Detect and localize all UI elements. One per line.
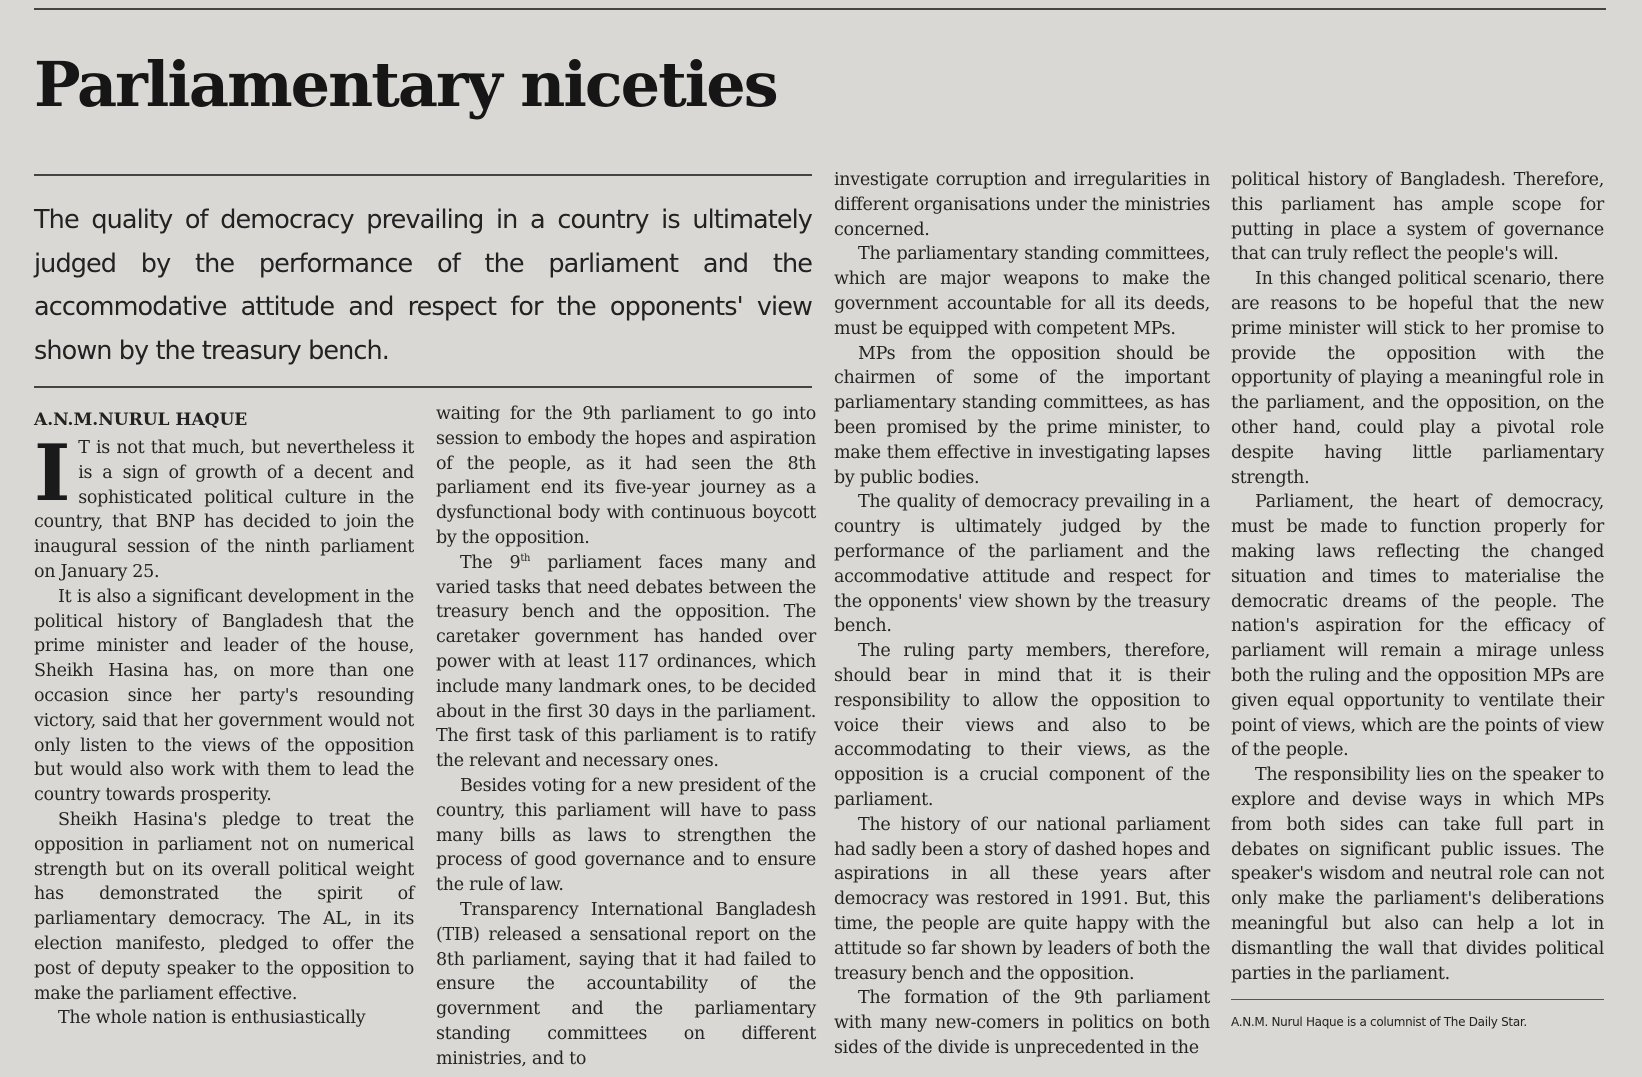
author-note: A.N.M. Nurul Haque is a columnist of The Daily Star. xyxy=(1231,1015,1527,1030)
article-paragraph: The history of our national parliament had sadly been a story of dashed hopes and aspirations in all these years after democracy was restored in 1991. But, this time, the people are quite happy with the attitude so far shown by leaders of both the treasury bench and the opposition. xyxy=(834,814,1210,984)
article-paragraph: political history of Bangladesh. Therefore, this parliament has ample scope for putting in place a system of governance that can truly reflect the people's will. xyxy=(1231,170,1604,265)
article-paragraph: The whole nation is enthusiastically xyxy=(58,1008,366,1029)
headline: Parliamentary niceties xyxy=(34,48,777,121)
author-note-rule xyxy=(1231,999,1604,1000)
article-column-2 xyxy=(436,402,816,1072)
article-column-4 xyxy=(1231,168,1604,1035)
article-paragraph: Sheikh Hasina's pledge to treat the opposition in parliament not on numerical strength but on its overall political weight has demonstrated the spirit of parliamentary democracy. The AL, in its election manifesto, pledged to offer the post of deputy speaker to the opposition to make the parliament effective. xyxy=(34,809,414,1004)
byline: A.N.M.NURUL HAQUE xyxy=(34,410,248,430)
deck-rule-bottom xyxy=(34,386,812,388)
article-paragraph: The quality of democracy prevailing in a country is ultimately judged by the performance of the parliament and the accommodative attitude and respect for the opponents' view shown by the treasury bench. xyxy=(834,492,1210,637)
drop-cap: I xyxy=(34,428,71,519)
deck-rule-top xyxy=(34,174,812,176)
article-paragraph: The 9th parliament faces many and varied tasks that need debates between the treasury bench and the opposition. The caretaker government has handed over power with at least 117 ordinances, which include many landmark ones, to be decided about in the first 30 days in the parliament. The first task of this parliament is to ratify the relevant and necessary ones. xyxy=(436,552,816,772)
article-paragraph: Transparency International Bangladesh (TIB) released a sensational report on the 8th parliament, saying that it had failed to ensure the accountability of the government and the parliamentary standing committees on different ministries, and to xyxy=(436,899,816,1069)
article-paragraph: MPs from the opposition should be chairmen of some of the important parliamentary standing committees, as has been promised by the prime minister, to make them effective in investigating lapses by public bodies. xyxy=(834,343,1210,488)
deck: The quality of democracy prevailing in a country is ultimately judged by the performance of the parliament and the accommodative attitude and respect for the opponents' view shown by the treasury bench. xyxy=(34,205,812,366)
article-paragraph: I T is not that much, but nevertheless it is a sign of growth of a decent and sophisticated political culture in the country, that BNP has decided to join the inaugural session of the ninth parliament on January 25. xyxy=(34,428,414,582)
article-paragraph: Besides voting for a new president of the country, this parliament will have to pass many bills as laws to strengthen the process of good governance and to ensure the rule of law. xyxy=(436,775,816,896)
top-rule xyxy=(34,8,1606,10)
article-paragraph: The responsibility lies on the speaker to explore and devise ways in which MPs from both sides can take full part in debates on significant public issues. The speaker's wisdom and neutral role can not only make the parliament's deliberations meaningful but also can help a lot in dismantling the wall that divides political parties in the parliament. xyxy=(1231,765,1604,984)
article-paragraph: It is also a significant development in the political history of Bangladesh that the prime minister and leader of the house, Sheikh Hasina has, on more than one occasion since her party's resounding victory, said that her government would not only listen to the views of the opposition but would also work with them to lead the country towards prosperity. xyxy=(34,586,414,806)
article-paragraph: In this changed political scenario, there are reasons to be hopeful that the new prime minister will stick to her promise to provide the opposition with the opportunity of playing a meaningful role in the parliament, and the opposition, on the other hand, could play a pivotal role despite having little parliamentary strength. xyxy=(1231,269,1604,488)
article-column-1 xyxy=(34,428,414,1031)
article-paragraph: waiting for the 9th parliament to go into session to embody the hopes and aspiration of the people, as it had seen the 8th parliament end its five-year journey as a dysfunctional body with continuous boycott by the opposition. xyxy=(436,404,816,548)
article-paragraph: investigate corruption and irregularities in different organisations under the ministries concerned. xyxy=(834,170,1210,240)
article-paragraph: The ruling party members, therefore, should bear in mind that it is their responsibility to allow the opposition to voice their views and also to be accommodating to their views, as the opposition is a crucial component of the parliament. xyxy=(834,641,1210,810)
article-paragraph: The parliamentary standing committees, which are major weapons to make the government accountable for all its deeds, must be equipped with competent MPs. xyxy=(834,244,1210,339)
article-paragraph: Parliament, the heart of democracy, must be made to function properly for making laws reflecting the changed situation and times to materialise the democratic dreams of the people. The nation's aspiration for the efficacy of parliament will remain a mirage unless both the ruling and the opposition MPs are given equal opportunity to ventilate their point of views, which are the points of view of the people. xyxy=(1231,492,1604,761)
article-column-3 xyxy=(834,168,1210,1061)
article-paragraph: The formation of the 9th parliament with many new-comers in politics on both sides of the divide is unprecedented in the xyxy=(834,988,1210,1058)
